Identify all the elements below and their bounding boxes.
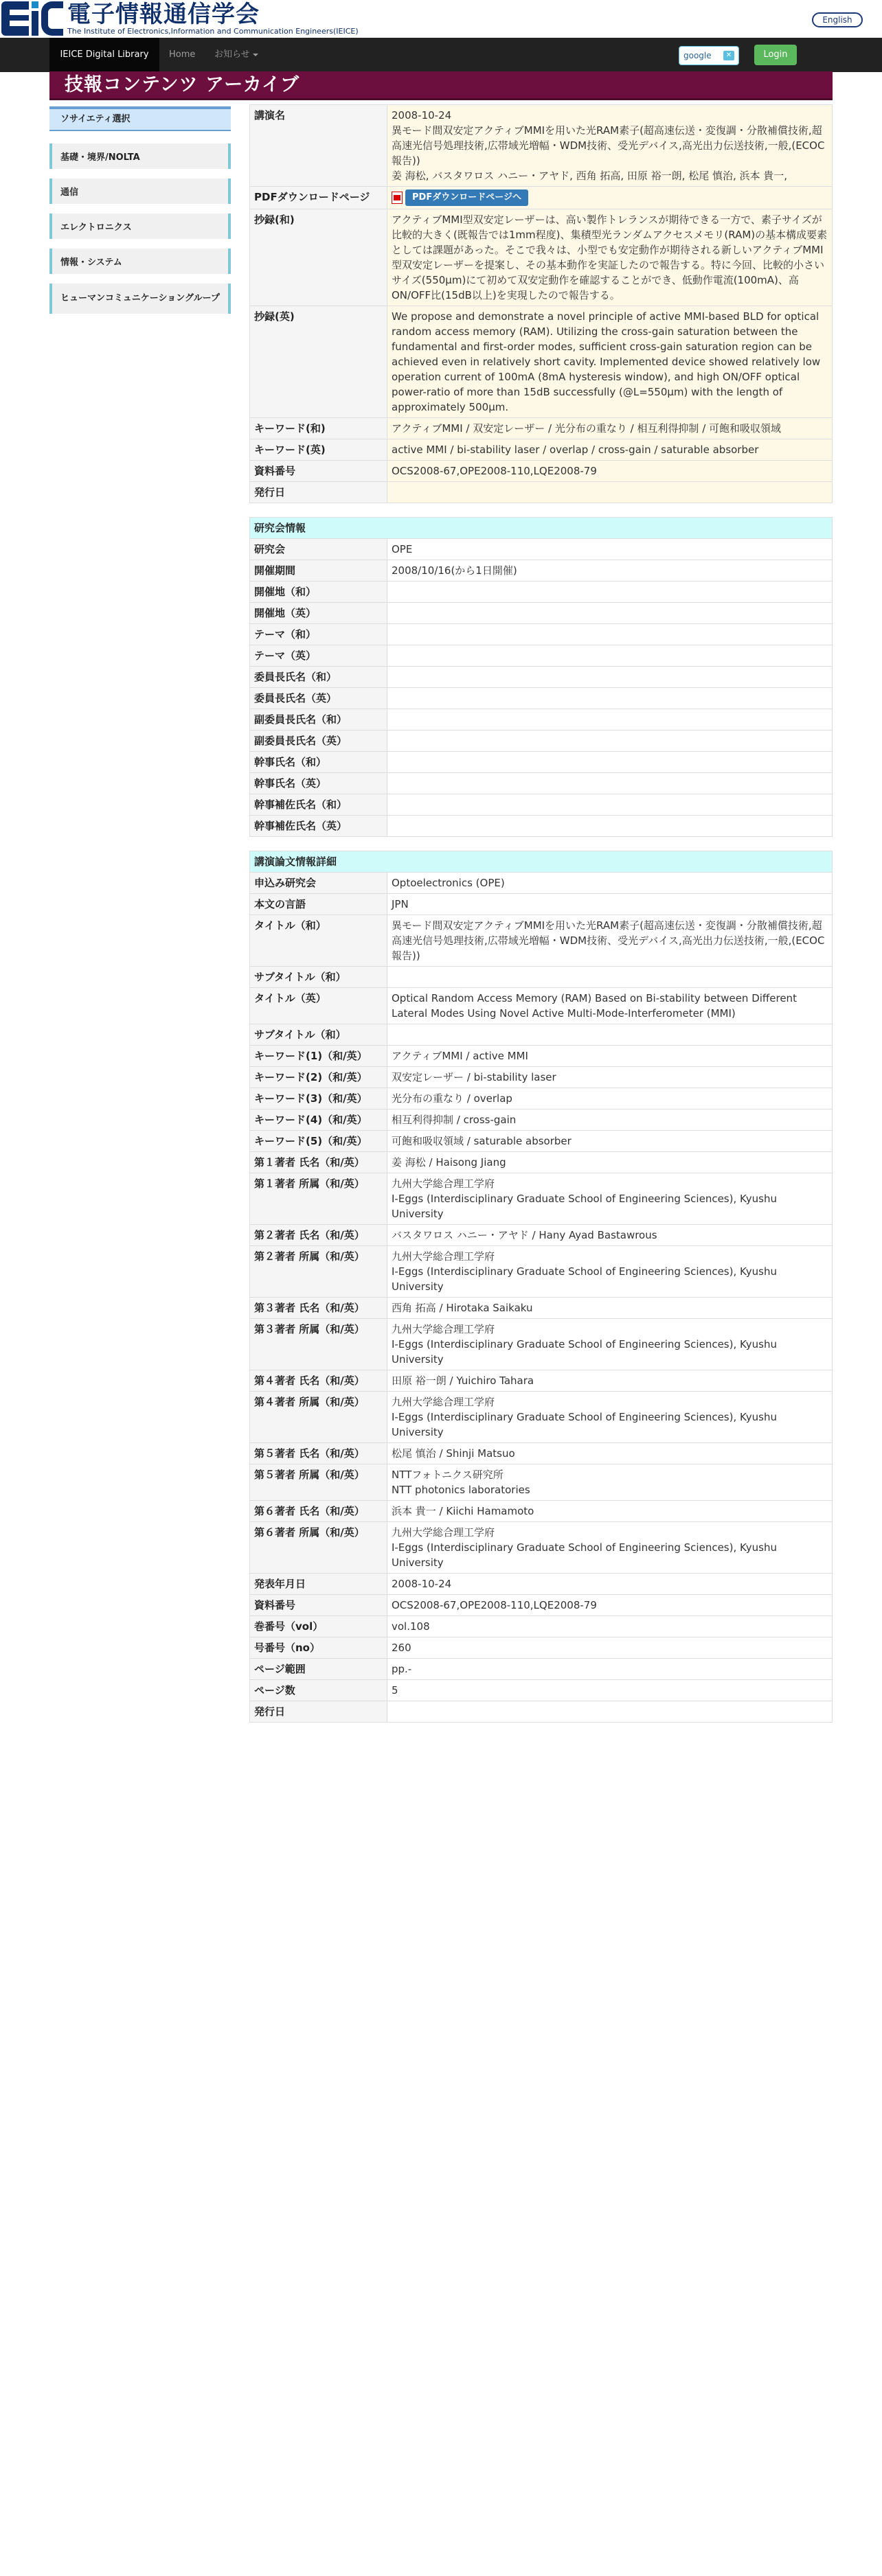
society-select-header: ソサイエティ選択 [49,106,231,131]
row-key: テーマ（和） [250,624,387,645]
table-row [250,1173,833,1225]
row-key: 発行日 [250,1701,387,1723]
abstract-jp-value: アクティブMMI型双安定レーザーは、高い製作トレランスが期待できる一方で、素子サイズが比較的大きく(既報告では1mm程度)、集積型光ランダムアクセスメモリ(RAM)の基本構成要素としては課題があった。そこで我々は、小型でも安定動作が期待される新しいアクティブMMI型双安定レーザーを提案し、その基本動作を実証したので報告する。特に今回、比較的小さいサイズ(550μm)にて初めて双安定動作を確認することができ、低動作電流(100mA)、高ON/OFF比(15dB以上)を実現したので報告する。 [387,209,833,306]
row-key: 第２著者 所属（和/英） [250,1246,387,1298]
table-row [250,105,833,187]
row-value: 西角 拓高 / Hirotaka Saikaku [387,1298,833,1319]
table-row [250,1522,833,1574]
row-key: タイトル（英） [250,988,387,1024]
table-row [250,1088,833,1109]
page-title: 技報コンテンツ アーカイブ [65,74,300,95]
table-row [250,794,833,816]
row-value: 光分布の重なり / overlap [387,1088,833,1109]
table-row [250,1680,833,1701]
row-value: Optoelectronics (OPE) [387,873,833,894]
row-key: 委員長氏名（和） [250,667,387,688]
table-row [250,1501,833,1522]
table-row [250,816,833,837]
row-key: サブタイトル（和） [250,967,387,988]
sidebar-item-fundamentals[interactable]: 基礎・境界/NOLTA [49,143,231,169]
row-key: 第６著者 所属（和/英） [250,1522,387,1574]
lecture-title-value: 2008-10-24 異モード間双安定アクティブMMIを用いた光RAM素子(超高速伝送・変復調・分散補償技術,超高速光信号処理技術,広帯域光増幅・WDM技術、受光デバイス,高光出力伝送技術,一般,(ECOC報告)) 姜 海松, バスタワロス ハニー・アヤド, 西角 拓高, 田原 裕一朗, 松尾 慎治, 浜本 貴一, [387,105,833,187]
row-key: 資料番号 [250,1595,387,1616]
row-key: 開催地（和） [250,582,387,603]
row-key: キーワード(5)（和/英） [250,1131,387,1152]
table-row [250,624,833,645]
table-row [250,582,833,603]
table-row [250,873,833,894]
row-value: 田原 裕一朗 / Yuichiro Tahara [387,1370,833,1392]
row-key: キーワード(和) [250,418,387,439]
row-key: 研究会 [250,539,387,560]
english-button[interactable]: English [812,12,863,27]
row-value: vol.108 [387,1616,833,1637]
row-key: PDFダウンロードページ [250,187,387,209]
login-button[interactable]: Login [754,45,797,65]
table-row [250,1319,833,1370]
ieice-logo[interactable] [1,1,359,36]
row-value: 260 [387,1637,833,1659]
row-key: 第６著者 氏名（和/英） [250,1501,387,1522]
row-value [387,645,833,667]
row-value [387,667,833,688]
table-row [250,752,833,773]
table-row [250,988,833,1024]
row-key: ページ範囲 [250,1659,387,1680]
table-row [250,539,833,560]
table-row [250,773,833,794]
row-value: 2008-10-24 [387,1574,833,1595]
row-value: 松尾 慎治 / Shinji Matsuo [387,1443,833,1464]
row-key: 開催期間 [250,560,387,582]
row-key: キーワード(英) [250,439,387,461]
table-row [250,1131,833,1152]
table-row [250,1109,833,1131]
table-row [250,418,833,439]
row-value [387,731,833,752]
table-row [250,482,833,503]
nav-home-link[interactable]: Home [169,49,196,60]
row-value: アクティブMMI / active MMI [387,1046,833,1067]
row-value [387,752,833,773]
row-key: キーワード(1)（和/英） [250,1046,387,1067]
table-row [250,1659,833,1680]
table-row [250,461,833,482]
row-value: 浜本 貴一 / Kiichi Hamamoto [387,1501,833,1522]
abstract-en-value: We propose and demonstrate a novel principle of active MMI-based BLD for optical random access memory (RAM). Utilizing the cross-gain saturation between the fundamental and first-order modes, sufficient cross-gain saturation region can be achieved even in relatively short cavity. Implemented device showed relatively low operation current of 100mA (8mA hysteresis window), and high ON/OFF optical power-ratio of more than 15dB successfully (@L=550μm) with the length of approximately 500μm. [387,306,833,418]
row-value [387,1024,833,1046]
table-row [250,894,833,915]
row-value: 九州大学総合理工学府 I-Eggs (Interdisciplinary Graduate School of Engineering Sciences), Kyushu University [387,1173,833,1225]
table-row [250,709,833,731]
table-row [250,667,833,688]
ieice-logo-mark [1,1,63,36]
table-row [250,603,833,624]
row-value: 姜 海松 / Haisong Jiang [387,1152,833,1173]
row-value: 異モード間双安定アクティブMMIを用いた光RAM素子(超高速伝送・変復調・分散補償技術,超高速光信号処理技術,広帯域光増幅・WDM技術、受光デバイス,高光出力伝送技術,一般,(ECOC報告)) [387,915,833,967]
table-row [250,187,833,209]
row-value: 5 [387,1680,833,1701]
table-row [250,439,833,461]
row-key: 巻番号（vol） [250,1616,387,1637]
keywords-en-value: active MMI / bi-stability laser / overlap / cross-gain / saturable absorber [387,439,833,461]
table-row [250,1067,833,1088]
row-value [387,709,833,731]
row-key: 第４著者 氏名（和/英） [250,1370,387,1392]
logo-title-en: The Institute of Electronics,Information and Communication Engineers(IEICE) [67,27,359,36]
table-row [250,1225,833,1246]
table-row [250,688,833,709]
row-key: テーマ（英） [250,645,387,667]
row-value: バスタワロス ハニー・アヤド / Hany Ayad Bastawrous [387,1225,833,1246]
table-row [250,967,833,988]
sidebar-item-communications[interactable]: 通信 [49,179,231,204]
row-key: 第４著者 所属（和/英） [250,1392,387,1443]
table-row [250,1464,833,1501]
table-row [250,1370,833,1392]
row-value: Optical Random Access Memory (RAM) Based on Bi-stability between Different Lateral Modes Using Novel Active Multi-Mode-Interferometer (MMI) [387,988,833,1024]
row-key: キーワード(2)（和/英） [250,1067,387,1088]
row-value [387,624,833,645]
table-row [250,645,833,667]
row-key: タイトル（和） [250,915,387,967]
caret-down-icon [253,54,258,56]
pdf-download-cell [387,187,833,209]
meeting-info-table [249,517,833,837]
row-key: 抄録(英) [250,306,387,418]
row-value [387,773,833,794]
row-key: 申込み研究会 [250,873,387,894]
table-row [250,1637,833,1659]
table-row [250,1152,833,1173]
row-key: 副委員長氏名（和） [250,709,387,731]
row-key: 発表年月日 [250,1574,387,1595]
row-key: 資料番号 [250,461,387,482]
row-key: 第１著者 氏名（和/英） [250,1152,387,1173]
table-row [250,1574,833,1595]
pdf-icon [392,192,403,204]
row-key: 第５著者 所属（和/英） [250,1464,387,1501]
row-value [387,1701,833,1723]
table-row [250,915,833,967]
row-key: キーワード(4)（和/英） [250,1109,387,1131]
row-value: 九州大学総合理工学府 I-Eggs (Interdisciplinary Graduate School of Engineering Sciences), Kyushu University [387,1319,833,1370]
sidebar-item-human-communication[interactable]: ヒューマンコミュニケーショングループ [49,284,231,314]
table-row [250,209,833,306]
table-row [250,1392,833,1443]
row-value [387,816,833,837]
sidebar-item-electronics[interactable]: エレクトロニクス [49,214,231,239]
row-key: サブタイトル（和） [250,1024,387,1046]
row-key: 第３著者 氏名（和/英） [250,1298,387,1319]
row-value: 2008/10/16(から1日開催) [387,560,833,582]
keywords-jp-value: アクティブMMI / 双安定レーザー / 光分布の重なり / 相互利得抑制 / 可飽和吸収領域 [387,418,833,439]
row-key: 委員長氏名（英） [250,688,387,709]
row-key: 第２著者 氏名（和/英） [250,1225,387,1246]
row-key: 幹事補佐氏名（英） [250,816,387,837]
row-key: 幹事補佐氏名（和） [250,794,387,816]
row-key: 幹事氏名（和） [250,752,387,773]
row-value: 相互利得抑制 / cross-gain [387,1109,833,1131]
row-key: 抄録(和) [250,209,387,306]
row-key: 第５著者 氏名（和/英） [250,1443,387,1464]
row-value: NTTフォトニクス研究所 NTT photonics laboratories [387,1464,833,1501]
row-key: 講演名 [250,105,387,187]
row-key: 号番号（no） [250,1637,387,1659]
row-key: 幹事氏名（英） [250,773,387,794]
document-number-value: OCS2008-67,OPE2008-110,LQE2008-79 [387,461,833,482]
table-row [250,1443,833,1464]
row-value: 九州大学総合理工学府 I-Eggs (Interdisciplinary Graduate School of Engineering Sciences), Kyushu University [387,1392,833,1443]
row-key: キーワード(3)（和/英） [250,1088,387,1109]
pdf-download-button[interactable]: PDFダウンロードページへ [405,189,528,206]
row-value: 九州大学総合理工学府 I-Eggs (Interdisciplinary Graduate School of Engineering Sciences), Kyushu University [387,1246,833,1298]
row-value [387,794,833,816]
table-row [250,1298,833,1319]
lecture-info-table [249,104,833,503]
row-key: 発行日 [250,482,387,503]
table-row [250,1616,833,1637]
row-value: 九州大学総合理工学府 I-Eggs (Interdisciplinary Graduate School of Engineering Sciences), Kyushu University [387,1522,833,1574]
table-row [250,1701,833,1723]
row-key: 第１著者 所属（和/英） [250,1173,387,1225]
table-row [250,731,833,752]
logo-title-jp: 電子情報通信学会 [67,1,260,28]
google-label: google [683,51,712,60]
sidebar [49,106,231,314]
row-value: JPN [387,894,833,915]
row-key: 本文の言語 [250,894,387,915]
table-row [250,1246,833,1298]
table-row [250,1024,833,1046]
row-value: pp.- [387,1659,833,1680]
row-key: 開催地（英） [250,603,387,624]
row-value [387,967,833,988]
close-icon[interactable]: ✕ [723,51,734,60]
row-value [387,582,833,603]
row-value: OCS2008-67,OPE2008-110,LQE2008-79 [387,1595,833,1616]
site-header [0,0,882,38]
row-key: ページ数 [250,1680,387,1701]
row-value [387,603,833,624]
publish-date-value [387,482,833,503]
paper-detail-header: 講演論文情報詳細 [250,851,833,873]
table-row [250,1046,833,1067]
page-title-bar [49,71,833,100]
google-search-toggle[interactable] [679,46,739,65]
row-value [387,688,833,709]
meeting-info-header: 研究会情報 [250,518,833,539]
navbar [0,38,882,72]
nav-news-label: お知らせ [214,49,250,60]
row-value: 双安定レーザー / bi-stability laser [387,1067,833,1088]
row-value: OPE [387,539,833,560]
row-key: 第３著者 所属（和/英） [250,1319,387,1370]
nav-brand[interactable]: IEICE Digital Library [49,38,159,72]
nav-news-dropdown[interactable] [214,38,258,72]
table-row [250,306,833,418]
table-row [250,560,833,582]
table-row [250,1595,833,1616]
paper-detail-table [249,851,833,1723]
row-value: 可飽和吸収領域 / saturable absorber [387,1131,833,1152]
sidebar-item-information-systems[interactable]: 情報・システム [49,249,231,274]
row-key: 副委員長氏名（英） [250,731,387,752]
